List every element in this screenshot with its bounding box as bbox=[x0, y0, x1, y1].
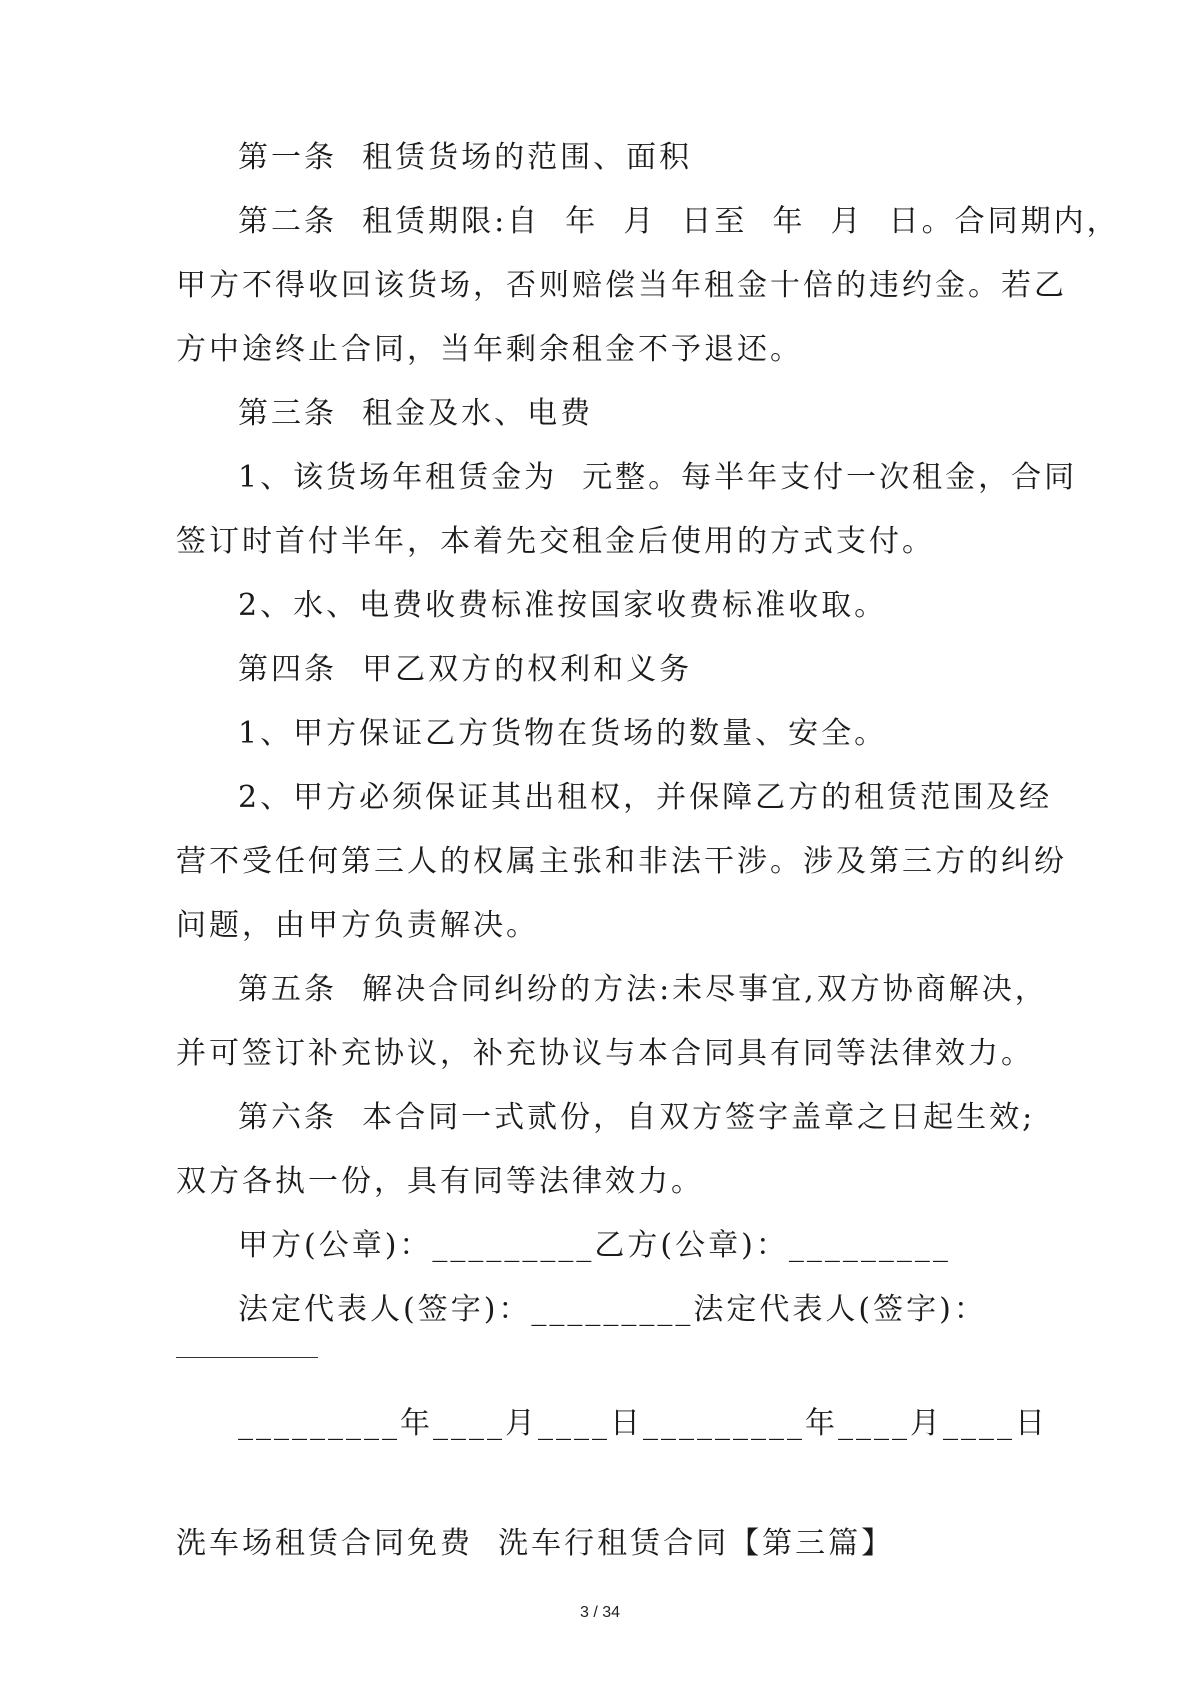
clause-1-title: 第一条 租赁货场的范围、面积 bbox=[238, 140, 693, 175]
clause-4-item-2-line-3: 问题，由甲方负责解决。 bbox=[176, 908, 539, 943]
seal-line: 甲方(公章)：_________乙方(公章)：_________ bbox=[238, 1228, 951, 1263]
clause-2-line-3: 方中途终止合同，当年剩余租金不予退还。 bbox=[176, 332, 803, 367]
clause-4-item-1: 1、甲方保证乙方货物在货场的数量、安全。 bbox=[238, 716, 888, 751]
date-line: _________年____月____日_________年____月____日 bbox=[238, 1406, 1048, 1441]
clause-2-line-2: 甲方不得收回该货场，否则赔偿当年租金十倍的违约金。若乙 bbox=[176, 268, 1067, 303]
page-number: 3 / 34 bbox=[579, 1604, 621, 1621]
clause-3-item-1-line-1: 1、该货场年租赁金为 元整。每半年支付一次租金，合同 bbox=[238, 460, 1078, 495]
clause-2-line-1: 第二条 租赁期限:自 年 月 日至 年 月 日。合同期内， bbox=[238, 204, 1120, 239]
section-title: 洗车场租赁合同免费 洗车行租赁合同【第三篇】 bbox=[176, 1526, 895, 1561]
clause-3-title: 第三条 租金及水、电费 bbox=[238, 396, 594, 431]
clause-6-line-1: 第六条 本合同一式贰份，自双方签字盖章之日起生效; bbox=[238, 1100, 1036, 1135]
signature-blank-underline bbox=[176, 1357, 318, 1358]
clause-4-item-2-line-2: 营不受任何第三人的权属主张和非法干涉。涉及第三方的纠纷 bbox=[176, 844, 1067, 879]
clause-6-line-2: 双方各执一份，具有同等法律效力。 bbox=[176, 1164, 704, 1199]
clause-4-title: 第四条 甲乙双方的权利和义务 bbox=[238, 652, 693, 687]
clause-5-line-1: 第五条 解决合同纠纷的方法:未尽事宜,双方协商解决， bbox=[238, 972, 1048, 1007]
clause-3-item-1-line-2: 签订时首付半年，本着先交租金后使用的方式支付。 bbox=[176, 524, 935, 559]
clause-4-item-2-line-1: 2、甲方必须保证其出租权，并保障乙方的租赁范围及经 bbox=[238, 780, 1053, 815]
representative-line: 法定代表人(签字)：_________法定代表人(签字)： bbox=[238, 1292, 987, 1327]
clause-5-line-2: 并可签订补充协议，补充协议与本合同具有同等法律效力。 bbox=[176, 1036, 1034, 1071]
clause-3-item-2: 2、水、电费收费标准按国家收费标准收取。 bbox=[238, 588, 888, 623]
